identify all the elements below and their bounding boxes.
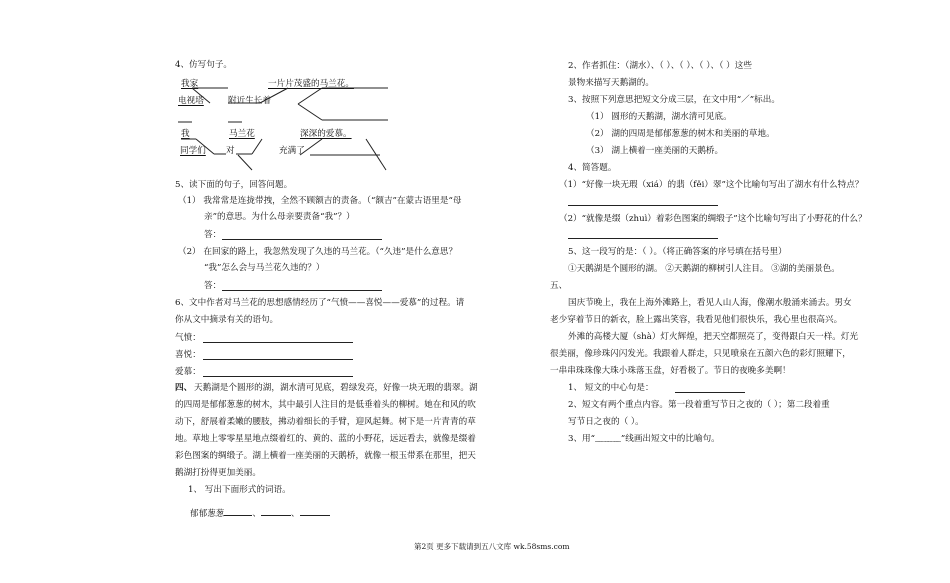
r-s5-q3: 3、用“﹏﹏﹏”线画出短文中的比喻句。 [568,434,720,444]
q4-ex4-subject: 同学们 [180,146,206,156]
connector-line [252,139,262,154]
q4-ex1-object: 一片片茂盛的马兰花。 [268,79,354,89]
q6-joy-line[interactable] [203,359,353,360]
q4-ex1-subject: 我家 [181,79,199,89]
r-q4-1-answer-line[interactable] [568,205,718,206]
section-4-para-line3: 动下，舒展着柔嫩的腰肢，拂动着细长的手臂，迎风起舞。树下是一片青青的草 [175,417,476,427]
connector-line [238,155,252,170]
r-section-5-number: 五、 [550,281,568,291]
r-q4-title: 4、简答题。 [568,163,617,173]
r-q2-line1: 2、作者抓住：（湖水）、（ ）、（ ）、（ ）、（ ）这些 [568,61,752,71]
q4-ex3-object: 马兰花 [229,129,255,139]
q6-label-love: 爱慕： [175,367,201,377]
q6-love-line[interactable] [203,376,353,377]
r-q4-2: （2）“就像是缀（zhuì）着彩色图案的绸缎子”这个比喻句写出了小野花的什么？ [559,214,867,224]
section-4-para-line1: 天鹅湖是个圆形的湖，湖水清可见底，碧绿发亮，好像一块无瑕的翡翠。湖 [194,383,478,393]
r-section-5-para-line2: 老少穿着节日的新衣，脸上露出笑容，我看见他们很快乐，我心里也很高兴。 [550,315,843,325]
r-q3-item3: （3） 湖上横着一座美丽的天鹅桥。 [586,146,724,156]
q5-1-answer-line[interactable] [222,239,382,240]
q6-label-anger: 气愤： [175,333,201,343]
q5-2-line1: （2） 在回家的路上，我忽然发现了久违的马兰花。（“久违”是什么意思？ [178,247,458,257]
r-q5-title: 5、这一段写的是：（ ）。（将正确答案的序号填在括号里） [568,247,787,257]
r-q3-item2: （2） 湖的四周是郁郁葱葱的树木和美丽的草地。 [586,129,775,139]
separator: 、 [291,509,300,519]
r-q4-2-answer-line[interactable] [568,238,718,239]
connector-line [260,88,288,103]
section-4-para-line2: 的四周是郁郁葱葱的树木，其中最引人注目的是低垂着头的柳树。她在和风的吹 [175,400,476,410]
connector-line [192,88,210,103]
q4-ex2-subject: 电视塔 [178,96,204,106]
r-q5-options: ①天鹅湖是个圆形的湖。 ②天鹅湖的柳树引人注目。 ③湖的美丽景色。 [568,264,840,274]
q6-line1: 6、文中作者对马兰花的思想感情经历了“气愤——喜悦——爱慕”的过程。请 [175,298,465,308]
q5-title: 5、读下面的句子，回答问题。 [175,180,293,190]
q5-1-answer-label: 答： [204,230,222,240]
q5-1-line1: （1） 我常常是连拢带拽，全然不顾额吉的责备。（“额吉”在蒙古语里是“母 [178,196,462,206]
r-s5-q2-line2: 写节日之夜的（ ）。 [568,417,644,427]
s4-q1-title: 1、 写出下面形式的词语。 [188,485,291,495]
separator: 、 [252,509,261,519]
word-blank-3[interactable] [300,508,330,516]
section-4-number: 四、 [175,383,193,393]
q4-ex2-verb: 附近生长着 [228,96,271,106]
r-section-5-para-line3: 外滩的高楼大厦（shà）灯火辉煌，把天空都照亮了，变得跟白天一样。灯光 [568,332,859,342]
r-section-5-para-line4: 很美丽，像珍珠闪闪发光。我跟着人群走，只见喷泉在五颜六色的彩灯照耀下， [550,349,851,359]
r-q4-1: （1）“好像一块无瑕（xiá）的翡（fěi）翠”这个比喻句写出了湖水有什么特点？ [559,180,864,190]
q5-2-line2: “我”怎么会与马兰花久违的？） [204,263,325,273]
q5-2-answer-line[interactable] [222,290,382,291]
r-s5-q2-line1: 2、短文有两个重点内容。第一段着重写节日之夜的（ ）；第二段着重 [568,400,830,410]
r-q3-title: 3、按照下列意思把短文分成三层，在文中用“／”标出。 [568,95,780,105]
r-s5-q1-answer-line[interactable] [675,392,745,393]
page-footer: 第2页 更多下载请到五八文库 wk.58sms.com [414,542,570,551]
word-blank-1[interactable] [224,508,252,516]
word-blank-2[interactable] [261,508,291,516]
r-q3-item1: （1） 圆形的天鹅湖，湖水清可见底。 [586,112,732,122]
r-section-5-para-line1: 国庆节晚上，我在上海外滩路上，看见人山人海，像潮水般涌来涌去。男女 [568,298,852,308]
r-q2-line2: 景物来描写天鹅湖的。 [568,78,654,88]
r-s5-q1: 1、 短文的中心句是： [568,383,654,393]
section-4-para-line6: 鹅湖打扮得更加美丽。 [175,468,261,478]
q6-label-joy: 喜悦： [175,350,201,360]
q4-ex3-feeling: 深深的爱慕。 [300,129,352,139]
q4-ex4-verb: 充满了 [279,146,305,156]
section-4-para-line4: 地。草地上零零星星地点缀着红的、黄的、蓝的小野花，远远看去，就像是缀着 [175,434,476,444]
s4-q1-example-word: 郁郁葱葱 [190,509,225,519]
connector-line [298,88,322,104]
s4-q1-words [190,508,330,519]
connector-line [300,139,322,155]
q6-line2: 你从文中摘录有关的语句。 [175,315,279,325]
connector-line [196,139,214,154]
q6-anger-line[interactable] [203,342,353,343]
q5-1-line2: 亲”的意思。为什么母亲要责备“我”？） [204,212,355,222]
q4-ex3-subject: 我 [181,129,190,139]
connector-line [298,104,322,120]
q4-ex4-prep: 对 [226,146,235,156]
q5-2-answer-label: 答： [204,281,222,291]
r-section-5-para-line5: 一串串珠珠像大珠小珠落玉盘，好看极了。节日的夜晚多美啊！ [550,366,791,376]
section-4-para-line5: 彩色图案的绸缎子。湖上横着一座美丽的天鹅桥，就像一根玉带系在那里，把天 [175,451,476,461]
q4-title: 4、仿写句子。 [175,60,233,70]
